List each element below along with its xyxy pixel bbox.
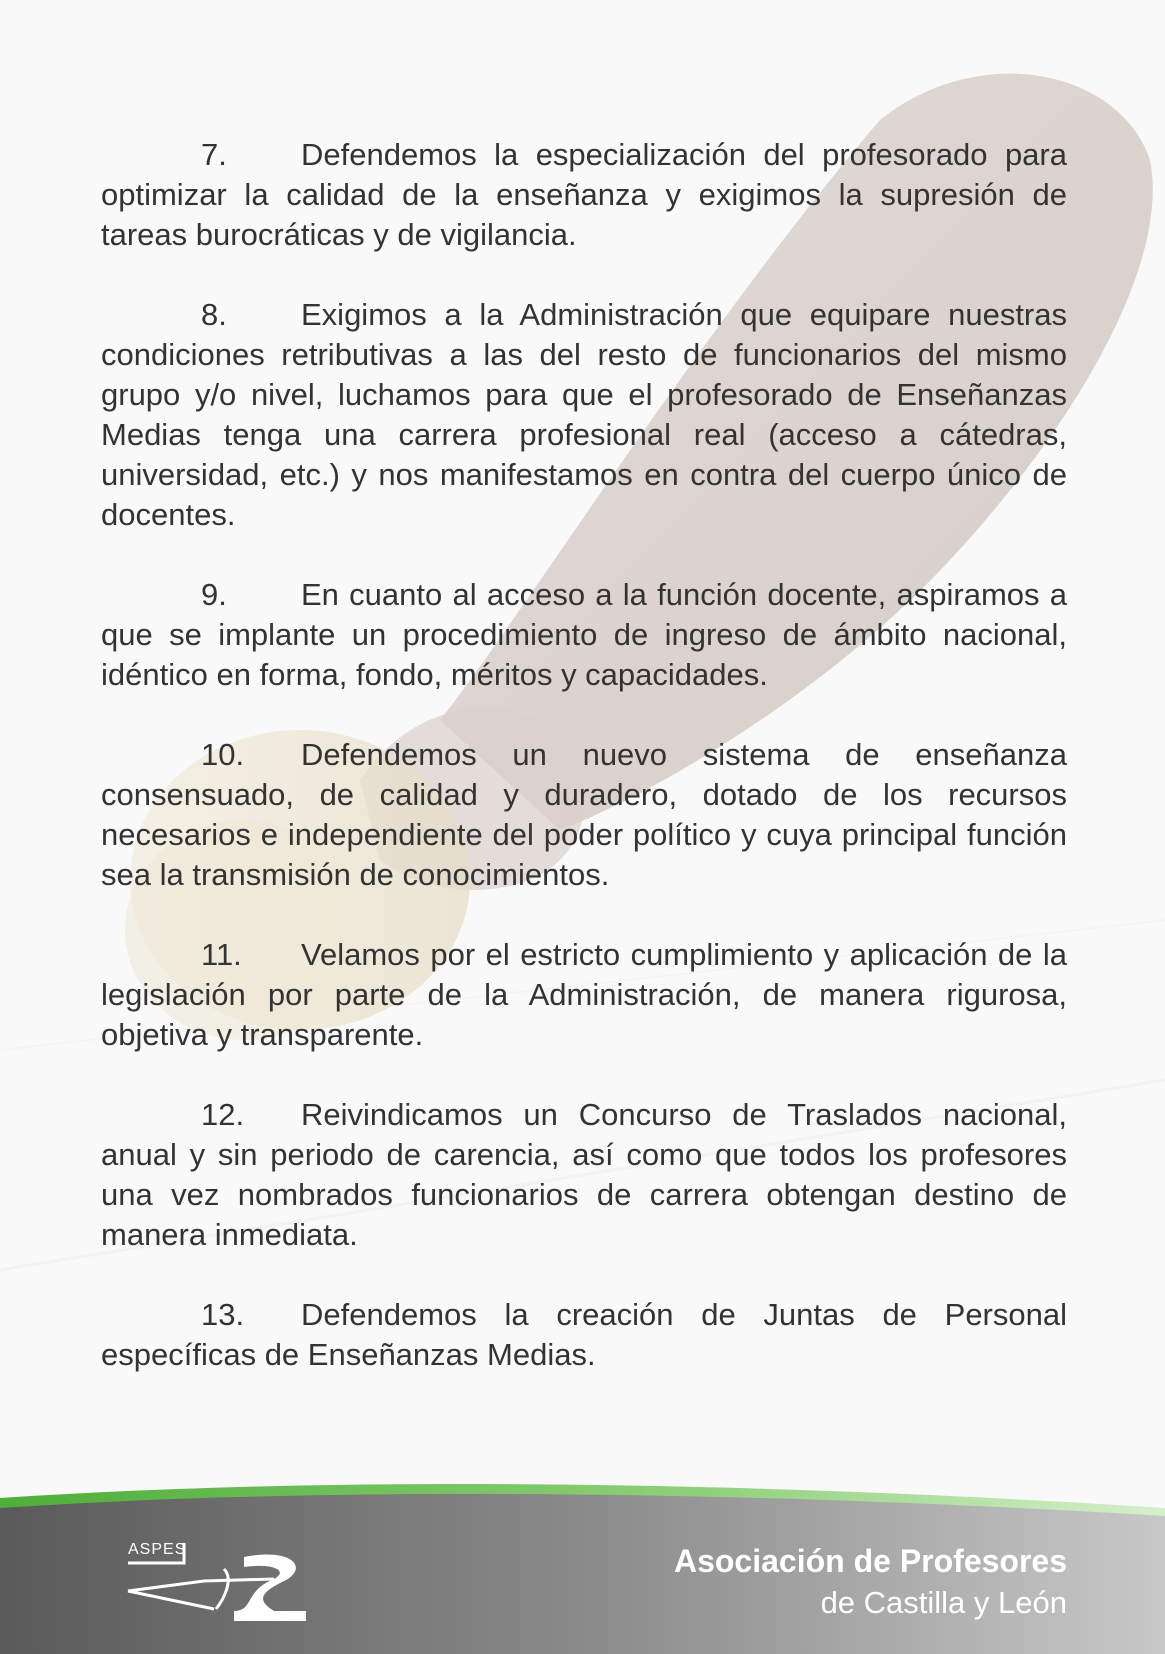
list-item bbox=[101, 1095, 1067, 1255]
item-number: 10. bbox=[201, 737, 245, 772]
list-item bbox=[101, 1295, 1067, 1375]
item-number: 12. bbox=[201, 1097, 245, 1132]
organization-name-line1: Asociación de Profesores bbox=[673, 1543, 1067, 1579]
item-number: 9. bbox=[201, 577, 227, 612]
list-item-paragraph bbox=[101, 295, 1067, 535]
item-text: Reivindicamos un Concurso de Traslados nacional, anual y sin periodo de carencia, así como que todos los profesores una vez nombrados funcionarios de carrera obtengan destino de manera inmediata. bbox=[101, 1097, 1067, 1252]
list-item-paragraph bbox=[101, 935, 1067, 1055]
item-text: Defendemos la creación de Juntas de Personal específicas de Enseñanzas Medias. bbox=[101, 1297, 1067, 1372]
list-item bbox=[101, 575, 1067, 695]
list-item-paragraph bbox=[101, 735, 1067, 895]
list-item bbox=[101, 735, 1067, 895]
item-text: Defendemos la especialización del profesorado para optimizar la calidad de la enseñanza y exigimos la supresión de tareas burocráticas y de vigilancia. bbox=[101, 137, 1067, 252]
item-number: 11. bbox=[201, 937, 242, 972]
numbered-list bbox=[101, 135, 1067, 1415]
item-text: Velamos por el estricto cumplimiento y aplicación de la legislación por parte de la Administración, de manera rigurosa, objetiva y transparente. bbox=[101, 937, 1067, 1052]
list-item-paragraph bbox=[101, 135, 1067, 255]
organization-name bbox=[674, 1540, 1067, 1624]
list-item-paragraph bbox=[101, 1095, 1067, 1255]
item-number: 8. bbox=[201, 297, 227, 332]
item-number: 13. bbox=[201, 1297, 245, 1332]
list-item-paragraph bbox=[101, 1295, 1067, 1375]
list-item bbox=[101, 135, 1067, 255]
list-item bbox=[101, 295, 1067, 535]
item-text: Defendemos un nuevo sistema de enseñanza consensuado, de calidad y duradero, dotado de los recursos necesarios e independiente del poder político y cuya principal función sea la transmisión de conocimientos. bbox=[101, 737, 1067, 892]
item-number: 7. bbox=[201, 137, 227, 172]
organization-name-line2: de Castilla y León bbox=[820, 1585, 1067, 1620]
list-item bbox=[101, 935, 1067, 1055]
logo-text: ASPES bbox=[128, 1541, 187, 1558]
item-text: En cuanto al acceso a la función docente, aspiramos a que se implante un procedimiento de ingreso de ámbito nacional, idéntico en forma, fondo, méritos y capacidades. bbox=[101, 577, 1067, 692]
item-text: Exigimos a la Administración que equipare nuestras condiciones retributivas a las del resto de funcionarios del mismo grupo y/o nivel, luchamos para que el profesorado de Enseñanzas Medias tenga una carrera profesional real (acceso a cátedras, universidad, etc.) y nos manifestamos en contra del cuerpo único de docentes. bbox=[101, 297, 1067, 532]
list-item-paragraph bbox=[101, 575, 1067, 695]
